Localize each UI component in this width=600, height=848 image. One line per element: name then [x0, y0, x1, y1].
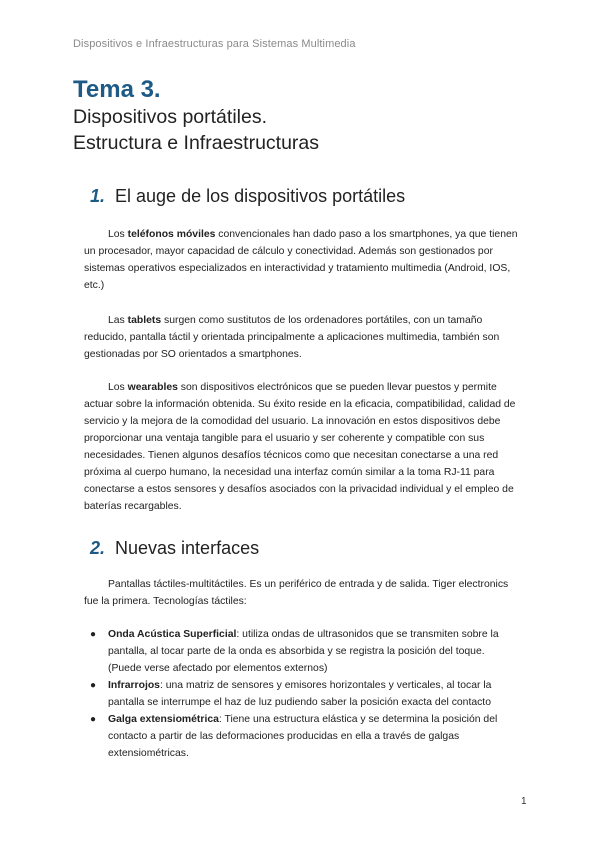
bold-term: wearables — [127, 382, 178, 393]
section-heading-2 — [90, 538, 259, 559]
touch-technologies-list — [90, 626, 520, 762]
bullet-icon: ● — [90, 680, 97, 691]
list-item: ● Galga extensiométrica: Tiene una estructura elástica y se determina la posición del contacto a partir de las deformaciones producidas en ella a través de galgas extensiométricas. — [90, 711, 520, 762]
list-item: ● Infrarrojos: una matriz de sensores y emisores horizontales y verticales, al tocar la pantalla se interrumpe el haz de luz pudiendo saber la posición exacta del contacto — [90, 677, 520, 711]
paragraph-moviles: Los teléfonos móviles convencionales han dado paso a los smartphones, ya que tienen un procesador, mayor capacidad de cálculo y conectividad. Además son gestionados por sistemas operativos especializados en interactividad y tratamiento multimedia (Android, IOS, etc.) — [84, 229, 518, 291]
bold-term: teléfonos móviles — [127, 229, 216, 240]
list-item: ● Onda Acústica Superficial: utiliza ondas de ultrasonidos que se transmiten sobre la pantalla, al tocar parte de la onda es absorbida y se registra la posición del toque. (Puede verse afectado por elementos externos) — [90, 626, 520, 677]
paragraph-interfaces-intro: Pantallas táctiles-multitáctiles. Es un periférico de entrada y de salida. Tiger electronics fue la primera. Tecnologías táctiles: — [84, 579, 509, 607]
section-title: Nuevas interfaces — [115, 538, 260, 558]
bold-term: Galga extensiométrica — [108, 714, 219, 725]
bold-term: tablets — [127, 315, 162, 326]
section-heading-1 — [90, 186, 405, 207]
chapter-number: Tema 3. — [73, 76, 161, 103]
paragraph-wearables: Los wearables son dispositivos electrónicos que se pueden llevar puestos y permite actuar sobre la información obtenida. Su éxito reside en la eficacia, compatibilidad, calidad de servicio y la mejora de la comodidad del usuario. La innovación en estos dispositivos debe proporcionar una ventaja tangible para el usuario y ser coherente y compatible con sus necesidades. Tienen algunos desafíos técnicos como que necesitan conectarse a una red próxima al cuerpo humano, la necesidad una interfaz común similar a la toma RJ-11 para conectarse a estos sensores y desafíos asociados con la privacidad individual y el empleo de baterías recargables. — [84, 382, 516, 512]
section-title: El auge de los dispositivos portátiles — [115, 186, 406, 206]
section-number: 2. — [90, 538, 106, 558]
bold-term: Infrarrojos — [108, 680, 160, 691]
page-number: 1 — [521, 796, 527, 807]
running-header: Dispositivos e Infraestructuras para Sistemas Multimedia — [73, 38, 356, 50]
bullet-icon: ● — [90, 714, 97, 725]
bold-term: Onda Acústica Superficial — [108, 629, 237, 640]
section-number: 1. — [90, 186, 106, 206]
title-block — [73, 76, 319, 156]
chapter-title-line-1: Dispositivos portátiles. — [73, 106, 267, 128]
paragraph-tablets: Las tablets surgen como sustitutos de los ordenadores portátiles, con un tamaño reducido, pantalla táctil y orientada principalmente a aplicaciones multimedia, también son gestionadas por SO orientados a smartphones. — [84, 315, 500, 360]
bullet-icon: ● — [90, 629, 97, 640]
chapter-title-line-2: Estructura e Infraestructuras — [73, 132, 320, 154]
